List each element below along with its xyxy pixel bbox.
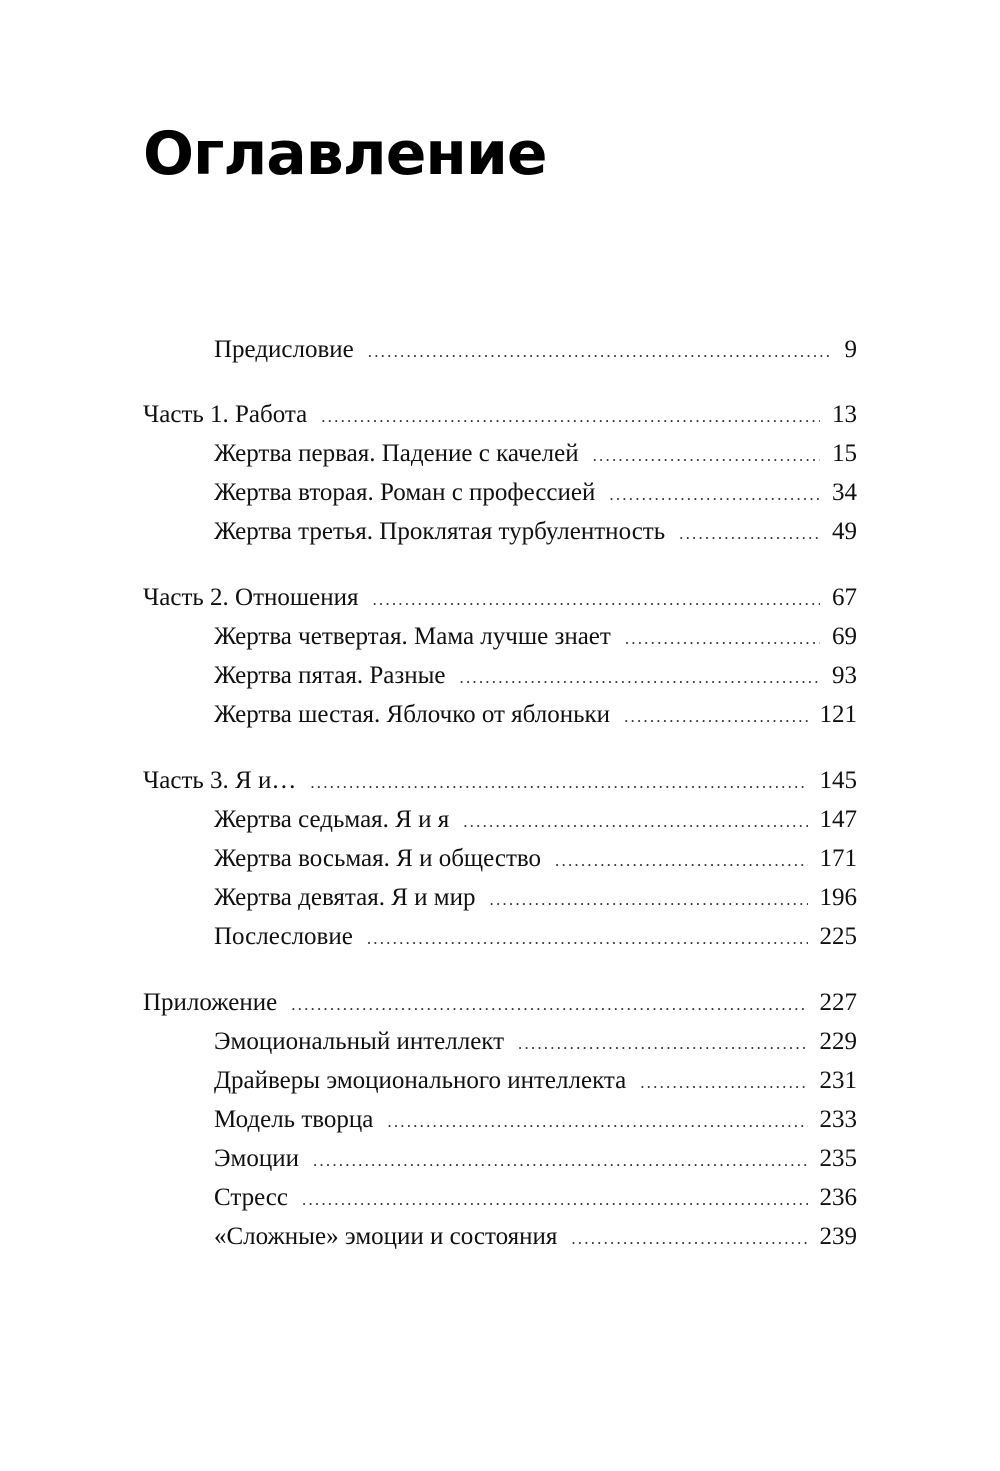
toc-entry-page: 9 (844, 336, 857, 363)
dot-leader (291, 989, 807, 1021)
toc-entry (214, 1104, 857, 1136)
dot-leader (625, 623, 820, 655)
dot-leader (368, 336, 833, 368)
toc-entry-page: 235 (819, 1145, 857, 1172)
toc-entry-page: 231 (819, 1067, 857, 1094)
dot-leader (313, 1145, 808, 1177)
toc-entry (214, 477, 857, 509)
dot-leader (310, 767, 807, 799)
toc-entry (214, 621, 857, 653)
toc-entry-page: 15 (832, 440, 857, 467)
toc-entry-page: 225 (819, 923, 857, 950)
toc-entry (214, 1143, 857, 1175)
dot-leader (321, 401, 820, 433)
dot-leader (555, 845, 807, 877)
dot-leader (593, 440, 820, 472)
toc-entry-page: 121 (819, 701, 857, 728)
toc-entry-page: 13 (832, 401, 857, 428)
toc-entry-page: 49 (832, 518, 857, 545)
dot-leader (387, 1106, 807, 1138)
toc-part-heading (143, 765, 857, 797)
toc-entry-label: Жертва пятая. Разные (214, 662, 446, 689)
dot-leader (679, 518, 820, 550)
toc-entry-label: Приложение (143, 989, 278, 1016)
dot-leader (624, 701, 807, 733)
toc-entry (214, 843, 857, 875)
dot-leader (372, 584, 820, 616)
page-title: Оглавление (143, 119, 547, 189)
toc-entry (214, 1221, 857, 1253)
toc-entry-label: Часть 3. Я и… (143, 767, 297, 794)
dot-leader (571, 1223, 807, 1255)
toc-entry (214, 660, 857, 692)
toc-entry (214, 334, 857, 366)
toc-entry-label: Жертва девятая. Я и мир (214, 884, 476, 911)
toc-entry-label: Жертва первая. Падение с качелей (214, 440, 579, 467)
toc-entry-label: Предисловие (214, 336, 354, 363)
toc-entry-page: 229 (819, 1028, 857, 1055)
toc-entry-label: Жертва вторая. Роман с профессией (214, 479, 596, 506)
toc-part-heading (143, 987, 857, 1019)
toc-entry-page: 227 (819, 989, 857, 1016)
toc-entry (214, 1065, 857, 1097)
toc-entry-label: Часть 2. Отношения (143, 584, 359, 611)
toc-entry (214, 516, 857, 548)
toc-entry-page: 93 (832, 662, 857, 689)
dot-leader (367, 923, 808, 955)
dot-leader (640, 1067, 807, 1099)
toc-entry-page: 171 (819, 845, 857, 872)
toc-entry-label: Жертва седьмая. Я и я (214, 806, 450, 833)
toc-entry (214, 1182, 857, 1214)
toc-entry-label: Драйверы эмоционального интеллекта (214, 1067, 627, 1094)
toc-entry-page: 34 (832, 479, 857, 506)
toc-entry-page: 147 (819, 806, 857, 833)
toc-entry-page: 145 (819, 767, 857, 794)
toc-entry-label: Жертва восьмая. Я и общество (214, 845, 542, 872)
toc-entry-label: Послесловие (214, 923, 353, 950)
toc-entry-label: Модель творца (214, 1106, 374, 1133)
toc-entry-page: 69 (832, 623, 857, 650)
toc-entry (214, 882, 857, 914)
toc-part-heading (143, 582, 857, 614)
dot-leader (302, 1184, 808, 1216)
toc-entry-label: Стресс (214, 1184, 288, 1211)
dot-leader (460, 662, 821, 694)
toc-entry-page: 233 (819, 1106, 857, 1133)
dot-leader (463, 806, 807, 838)
dot-leader (518, 1028, 807, 1060)
toc-entry (214, 1026, 857, 1058)
toc-entry-page: 236 (819, 1184, 857, 1211)
toc-entry (214, 921, 857, 953)
toc-entry-page: 239 (819, 1223, 857, 1250)
toc-entry-label: «Сложные» эмоции и состояния (214, 1223, 558, 1250)
toc-entry-label: Часть 1. Работа (143, 401, 308, 428)
toc-entry-label: Жертва третья. Проклятая турбулентность (214, 518, 666, 545)
toc-entry-label: Эмоции (214, 1145, 299, 1172)
toc-entry (214, 804, 857, 836)
toc-entry (214, 699, 857, 731)
toc-entry-page: 196 (819, 884, 857, 911)
dot-leader (609, 479, 820, 511)
toc-entry-label: Эмоциональный интеллект (214, 1028, 505, 1055)
dot-leader (490, 884, 808, 916)
toc-entry-label: Жертва шестая. Яблочко от яблоньки (214, 701, 611, 728)
toc-entry (214, 438, 857, 470)
toc-entry-page: 67 (832, 584, 857, 611)
toc-part-heading (143, 399, 857, 431)
toc-entry-label: Жертва четвертая. Мама лучше знает (214, 623, 611, 650)
